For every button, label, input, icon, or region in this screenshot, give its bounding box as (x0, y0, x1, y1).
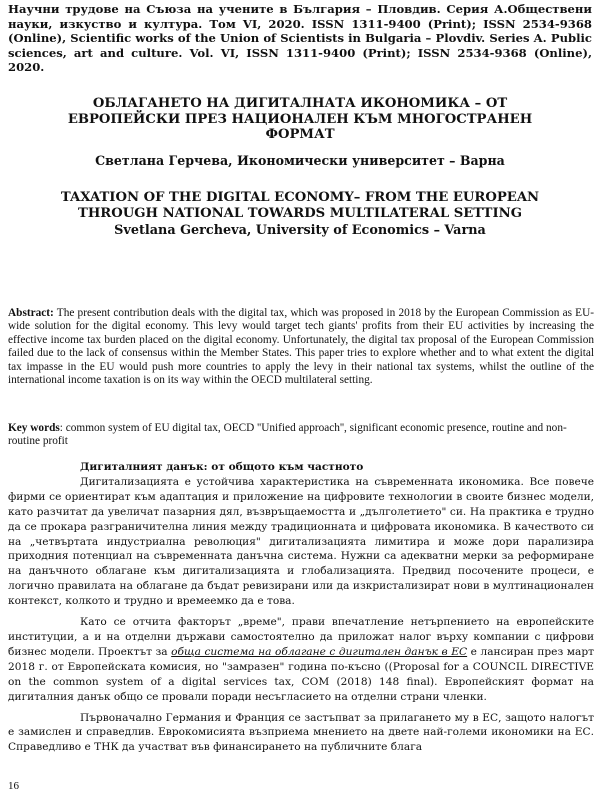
paragraph-1: Дигитализацията е устойчива характеристика на съвременната икономика. Все повече фирми се ориентират към адаптация и приложение на цифровите технологии в своите бизнес модели, като разчитат да увеличат пазарния дял, възвръщаемостта и „дълголетието" си. На практика е трудно да се прокара разграничителна линия между традиционната и цифровата икономика. В качеството си на „четвъртата индустриална революция" дигитализацията лимитира и може дори парализира приходния потенциал на съвременната данъчна система. Нужни са адекватни мерки за реформиране на данъчното облагане към дигитализацията и глобализацията. Предвид посочените процеси, е логично правилата на облагане да бъдат ревизирани или да изкристализират нови в мултинационален контекст, колкото и трудно и времеемко да е това. (8, 475, 594, 608)
paragraph-3: Първоначално Германия и Франция се застъпват за прилагането му в ЕС, защото налогът е замислен и справедлив. Еврокомисията възприема мнението на двете най-големи икономики на ЕС. Справедливо е ТНК да участват във финансирането на публичните блага (8, 711, 594, 754)
abstract-label: Abstract: (8, 307, 54, 319)
paragraph-2 (8, 615, 594, 704)
author-english: Svetlana Gercheva, University of Economics – Varna (114, 223, 486, 238)
abstract-text: The present contribution deals with the digital tax, which was proposed in 2018 by the European Commission as EU-wide solution for the digital economy. This levy would target tech giants' profits from their EU activities by increasing the effective income tax burden placed on the digital economy. Unfortunately, the digital tax proposal of the European Commission failed due to the lack of consensus within the Member States. This paper tries to explore whether and to what extent the digital tax impasse in the EU would push more countries to apply the levy in their national tax systems, whilst the outline of the international income taxation is on its way within the OECD multilateral setting. (8, 307, 594, 387)
title-en-line-1: TAXATION OF THE DIGITAL ECONOMY– FROM THE EUROPEAN (60, 190, 540, 205)
keywords-text: : common system of EU digital tax, OECD ''Unified approach'', significant economic presence, routine and non-routine profit (8, 422, 567, 448)
author-bulgarian: Светлана Герчева, Икономически университет – Варна (95, 153, 505, 168)
title-bg-line-1: ОБЛАГАНЕТО НА ДИГИТАЛНАТА ИКОНОМИКА – ОТ (92, 96, 508, 111)
paragraph-2-start: Като се отчита факторът „време", прави впечатление нетърпението на европейските институции, а и на отделни държави самостоятелно да приложат налог върху компании с цифрови бизнес модели. Проектът за (8, 616, 594, 658)
keywords-label: Key words (8, 422, 60, 434)
paragraph-2-italic-term: обща система на облагане с дигитален данък в ЕС (171, 645, 468, 658)
paragraph-2-end: е лансиран през март 2018 г. от Европейската комисия, но "замразен" година по-късно ((Proposal for a COUNCIL DIRECTIVE on the common system of a digital services tax, COM (2018) 148 final). Европейският формат на дигиталния данък общо се провали поради несъгласието на отделни страни членки. (8, 645, 594, 703)
journal-citation-header: Научни трудове на Съюза на учените в България – Пловдив. Серия А.Обществени науки, изкуство и култура. Том VI, 2020. ISSN 1311-9400 (Print); ISSN 2534-9368 (Online), Scientific works of the Union of Scientists in Bulgaria – Plovdiv. Series A. Public sciences, art and culture. Vol. VI, ISSN 1311-9400 (Print); ISSN 2534-9368 (Online), 2020. (8, 2, 592, 75)
title-english (10, 190, 590, 221)
title-bg-line-2: ЕВРОПЕЙСКИ ПРЕЗ НАЦИОНАЛЕН КЪМ МНОГОСТРАНЕН (67, 111, 533, 127)
abstract (8, 307, 594, 387)
title-bg-line-3: ФОРМАТ (265, 127, 335, 142)
title-en-line-2: THROUGH NATIONAL TOWARDS MULTILATERAL SETTING (78, 205, 522, 221)
section-heading: Дигиталният данък: от общото към частното (80, 461, 364, 473)
body-text (8, 460, 594, 755)
title-bulgarian (10, 96, 590, 143)
keywords (8, 422, 594, 449)
page-number: 16 (8, 780, 19, 792)
